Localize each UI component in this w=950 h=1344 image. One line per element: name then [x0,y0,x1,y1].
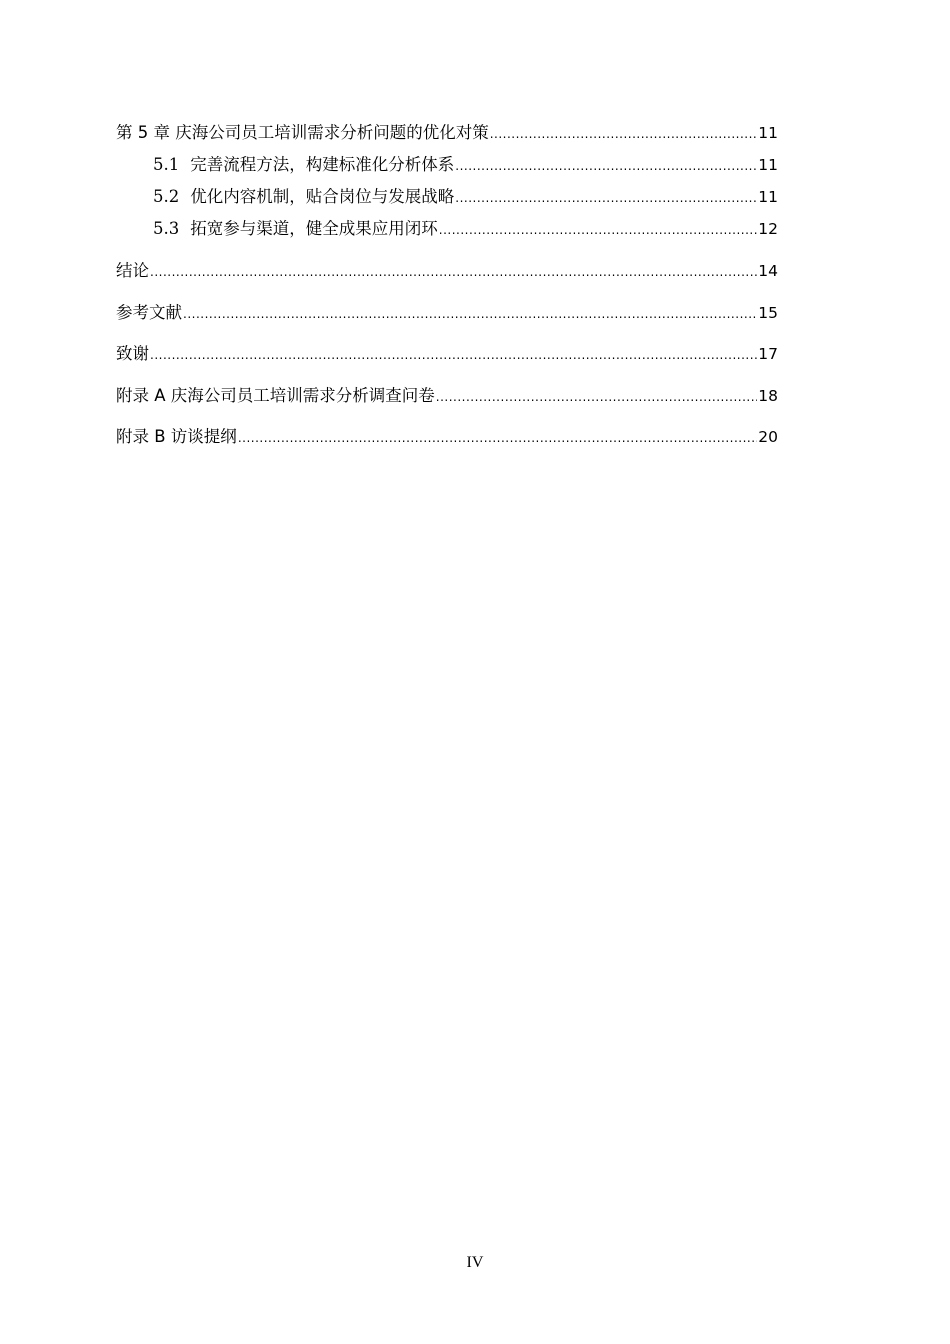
toc-section-number: 5.2 [153,187,180,206]
toc-leader-dots [455,183,757,213]
toc-leader-dots [183,299,757,329]
page-number-footer: IV [466,1254,484,1271]
toc-entry-chapter-5[interactable] [116,118,778,150]
toc-entry-title [153,182,454,212]
toc-section-number: 5.3 [153,219,180,238]
toc-entry-title: 附录 B 访谈提纲 [116,427,237,446]
toc-leader-dots [439,215,758,245]
toc-entry-page: 11 [758,156,778,174]
toc-entry-title: 结论 [116,261,149,280]
toc-entry-section-5-2[interactable] [116,182,778,214]
toc-entry-section-5-1[interactable] [116,150,778,182]
toc-leader-dots [150,340,757,370]
toc-entry-references[interactable] [116,298,778,340]
toc-entry-page: 20 [758,428,778,446]
toc-section-title: 优化内容机制，贴合岗位与发展战略 [190,187,455,206]
toc-leader-dots [238,423,757,453]
toc-entry-title: 第 5 章 庆海公司员工培训需求分析问题的优化对策 [116,123,489,142]
toc-entry-page: 15 [758,303,778,322]
toc-entry-page: 17 [758,345,778,363]
toc-section-title: 拓宽参与渠道，健全成果应用闭环 [190,219,438,238]
toc-entry-page: 12 [758,220,778,238]
table-of-contents [116,118,778,464]
toc-leader-dots [490,119,758,149]
toc-entry-acknowledgements[interactable] [116,339,778,381]
toc-leader-dots [150,257,757,287]
toc-entry-page: 11 [758,124,778,142]
toc-section-title: 完善流程方法，构建标准化分析体系 [190,155,455,174]
toc-entry-appendix-b[interactable] [116,422,778,464]
toc-entry-page: 14 [758,262,778,280]
toc-leader-dots [436,382,757,412]
toc-entry-title [153,214,438,244]
toc-entry-title: 致谢 [116,344,149,363]
toc-section-number: 5.1 [153,155,180,174]
toc-entry-title: 参考文献 [116,302,182,322]
toc-entry-section-5-3[interactable] [116,214,778,256]
toc-entry-title: 附录 A 庆海公司员工培训需求分析调查问卷 [116,385,435,405]
toc-leader-dots [455,151,757,181]
toc-entry-page: 18 [758,386,778,405]
toc-entry-title [153,150,454,180]
toc-entry-appendix-a[interactable] [116,381,778,423]
toc-entry-page: 11 [758,188,778,206]
toc-entry-conclusion[interactable] [116,256,778,298]
